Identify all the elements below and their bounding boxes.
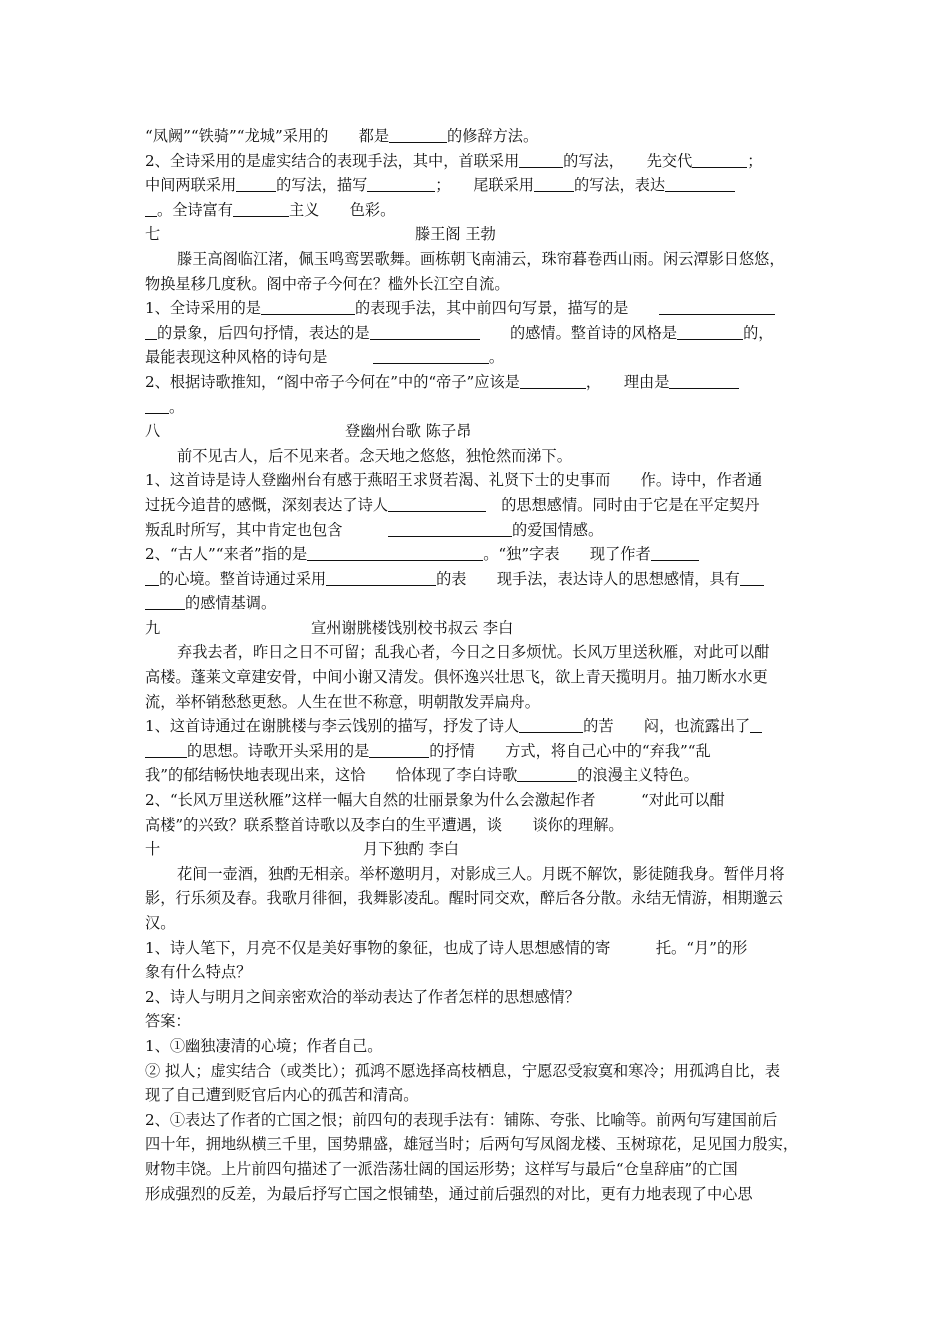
text-line xyxy=(145,247,810,272)
text-line xyxy=(145,813,810,838)
text-run: ； 尾联采用 xyxy=(435,176,534,195)
text-line xyxy=(145,886,810,911)
text-run: 主义 色彩。 xyxy=(288,200,396,219)
text-run: 的修辞方法。 xyxy=(447,127,539,145)
answer-blank xyxy=(145,592,185,610)
text-line xyxy=(145,493,810,518)
text-line xyxy=(145,665,810,690)
text-line xyxy=(145,149,810,174)
text-run: 1、这首诗是诗人登幽州台有感于燕昭王求贤若渴、礼贤下士的史事而 作。诗中，作者通 xyxy=(145,471,763,490)
text-run: 象有什么特点？ xyxy=(145,963,252,982)
text-run: 汉。 xyxy=(145,914,176,932)
poem-heading xyxy=(145,616,810,641)
text-run: 形成强烈的反差，为最后抒写亡国之恨铺垫，通过前后强烈的对比，更有力地表现了中心思 xyxy=(145,1184,753,1203)
text-run: 的思想感情。同时由于它是在平定契丹 xyxy=(486,495,760,514)
text-run: 现了自己遭到贬官后内心的孤苦和清高。 xyxy=(145,1086,419,1105)
text-run: 物换星移几度秋。阁中帝子今何在？槛外长江空自流。 xyxy=(145,274,510,293)
text-run: 的苦 闷，也流露出了 xyxy=(583,717,751,736)
text-run: 1、①幽独凄清的心境；作者自己。 xyxy=(145,1036,383,1055)
poem-number: 七 xyxy=(145,225,161,244)
poem-number: 八 xyxy=(145,422,161,441)
text-run: 2、诗人与明月之间亲密欢洽的举动表达了作者怎样的思想感情？ xyxy=(145,987,580,1006)
answer-blank xyxy=(517,764,577,782)
text-line xyxy=(145,739,810,764)
text-run: 的抒情 方式，将自己心中的“弃我”“乱 xyxy=(429,741,711,760)
text-line xyxy=(145,567,810,592)
text-line xyxy=(145,173,810,198)
text-line xyxy=(145,321,810,346)
text-run: 2、“长风万里送秋雁”这样一幅大自然的壮丽景象为什么会激起作者 “对此可以酣 xyxy=(145,791,725,810)
text-run: 的心境。整首诗通过采用 xyxy=(159,569,327,588)
answer-blank xyxy=(145,322,157,340)
text-line xyxy=(145,640,810,665)
text-run: ； xyxy=(747,151,763,170)
text-run: 1、全诗采用的是 xyxy=(145,299,261,318)
text-line xyxy=(145,1108,810,1133)
answer-blank xyxy=(389,125,447,143)
answer-blank xyxy=(367,174,435,192)
answer-blank xyxy=(534,174,574,192)
text-run: 最能表现这种风格的诗句是 xyxy=(145,348,373,367)
poem-heading xyxy=(145,419,810,444)
text-line xyxy=(145,1083,810,1108)
answer-blank xyxy=(520,371,586,389)
answer-blank xyxy=(669,371,739,389)
answer-blank xyxy=(233,199,289,217)
poem-heading xyxy=(145,837,810,862)
text-line xyxy=(145,542,810,567)
answer-blank xyxy=(692,150,747,168)
text-run: 。“独”字表 现了作者 xyxy=(483,545,651,564)
text-run: 的浪漫主义特色。 xyxy=(577,766,699,785)
text-run: 中间两联采用 xyxy=(145,176,237,195)
poem-number: 十 xyxy=(145,840,161,859)
answer-blank xyxy=(261,297,355,315)
text-run: 的写法， 先交代 xyxy=(563,151,693,170)
poem-title: 登幽州台歌 陈子昂 xyxy=(345,422,472,441)
text-run: 前不见古人，后不见来者。念天地之悠悠，独怆然而涕下。 xyxy=(177,446,572,465)
text-line xyxy=(145,198,810,223)
poem-title: 月下独酌 李白 xyxy=(363,840,459,859)
answer-blank xyxy=(519,150,563,168)
text-line xyxy=(145,296,810,321)
poem-heading xyxy=(145,222,810,247)
answer-blank xyxy=(665,174,735,192)
text-line xyxy=(145,272,810,297)
poem-number: 九 xyxy=(145,618,161,637)
answer-blank xyxy=(651,543,699,561)
text-run: 的表 现手法，表达诗人的思想感情，具有 xyxy=(436,569,740,588)
text-line xyxy=(145,763,810,788)
text-line xyxy=(145,1132,810,1157)
text-run: 2、“古人”“来者”指的是 xyxy=(145,545,308,564)
answer-blank xyxy=(388,494,486,512)
answer-blank xyxy=(373,346,489,364)
answer-blank xyxy=(307,543,483,561)
text-line xyxy=(145,862,810,887)
answer-blank xyxy=(326,568,436,586)
text-line xyxy=(145,1059,810,1084)
text-run: 的， xyxy=(743,323,774,342)
answer-blank xyxy=(145,199,157,217)
text-run: 四十年，拥地纵横三千里，国势鼎盛，雄冠当时；后两句写凤阁龙楼、玉树琼花，足见国力殷实， xyxy=(145,1135,799,1154)
text-run: 我”的郁结畅快地表现出来，这恰 恰体现了李白诗歌 xyxy=(145,766,518,785)
text-line xyxy=(145,1182,810,1207)
answer-blank xyxy=(369,740,429,758)
text-line xyxy=(145,518,810,543)
text-line xyxy=(145,714,810,739)
text-run: 的景象，后四句抒情，表达的是 xyxy=(157,323,370,342)
answer-blank xyxy=(370,322,480,340)
answer-blank xyxy=(750,715,762,733)
text-line xyxy=(145,444,810,469)
answer-blank xyxy=(519,715,583,733)
text-line xyxy=(145,124,810,149)
text-run: 高楼”的兴致？联系整首诗歌以及李白的生平遭遇，谈 谈你的理解。 xyxy=(145,815,624,834)
text-run: 。 xyxy=(169,397,185,416)
document-page xyxy=(145,124,810,1206)
text-run: 1、诗人笔下，月亮不仅是美好事物的象征，也成了诗人思想感情的寄 托。“月”的形 xyxy=(145,938,748,957)
text-run: 流，举杯销愁愁更愁。人生在世不称意，明朝散发弄扁舟。 xyxy=(145,692,540,711)
text-line xyxy=(145,1034,810,1059)
text-run: 的写法，表达 xyxy=(573,176,666,195)
text-run: 的感情。整首诗的风格是 xyxy=(479,323,678,342)
answer-blank xyxy=(145,740,187,758)
text-run: 高楼。蓬莱文章建安骨，中间小谢又清发。俱怀逸兴壮思飞，欲上青天揽明月。抽刀断水水更 xyxy=(145,668,768,687)
poem-title: 宣州谢朓楼饯别校书叔云 李白 xyxy=(311,618,514,637)
text-run: 的爱国情感。 xyxy=(512,520,604,539)
text-line xyxy=(145,960,810,985)
text-run: “凤阙”“铁骑”“龙城”采用的 都是 xyxy=(145,127,390,145)
text-run: 1、这首诗通过在谢朓楼与李云饯别的描写，抒发了诗人 xyxy=(145,717,520,736)
text-line xyxy=(145,788,810,813)
text-line xyxy=(145,985,810,1010)
answer-blank xyxy=(236,174,276,192)
text-run: 答案： xyxy=(145,1012,191,1031)
text-run: 的写法，描写 xyxy=(276,176,368,195)
text-run: 2、全诗采用的是虚实结合的表现手法，其中，首联采用 xyxy=(145,151,520,170)
text-line xyxy=(145,690,810,715)
poem-title: 滕王阁 王勃 xyxy=(415,225,496,244)
text-run: 的感情基调。 xyxy=(185,594,277,613)
text-line xyxy=(145,468,810,493)
text-run: 财物丰饶。上片前四句描述了一派浩荡壮阔的国运形势；这样写与最后“仓皇辞庙”的亡国 xyxy=(145,1159,738,1178)
text-run: 过抚今追昔的感慨，深刻表达了诗人 xyxy=(145,495,388,514)
text-line xyxy=(145,911,810,936)
text-run: ② 拟人；虚实结合（或类比）；孤鸿不愿选择高枝栖息，宁愿忍受寂寞和寒冷；用孤鸿自比，表 xyxy=(145,1061,781,1080)
text-line xyxy=(145,345,810,370)
text-run: 。全诗富有 xyxy=(157,200,233,219)
text-run: ， 理由是 xyxy=(585,372,670,391)
text-run: 叛乱时所写，其中肯定也包含 xyxy=(145,520,388,539)
answer-blank xyxy=(659,297,775,315)
text-run: 滕王高阁临江渚，佩玉鸣鸾罢歌舞。画栋朝飞南浦云，珠帘暮卷西山雨。闲云潭影日悠悠， xyxy=(177,249,785,268)
text-line xyxy=(145,395,810,420)
text-line xyxy=(145,591,810,616)
answer-blank xyxy=(677,322,743,340)
text-run: 的表现手法，其中前四句写景，描写的是 xyxy=(354,299,659,318)
answer-blank xyxy=(145,396,169,414)
text-run: 花间一壶酒，独酌无相亲。举杯邀明月，对影成三人。月既不解饮，影徒随我身。暂伴月将 xyxy=(177,864,785,883)
text-run: 影，行乐须及春。我歌月徘徊，我舞影凌乱。醒时同交欢，醉后各分散。永结无情游，相期邈云 xyxy=(145,889,783,908)
text-run: 的思想。诗歌开头采用的是 xyxy=(187,741,370,760)
answer-blank xyxy=(740,568,764,586)
answer-blank xyxy=(388,519,512,537)
answer-blank xyxy=(145,568,159,586)
text-line xyxy=(145,370,810,395)
text-line xyxy=(145,936,810,961)
text-run: 。 xyxy=(488,348,504,367)
text-line xyxy=(145,1157,810,1182)
text-run: 2、根据诗歌推知，“阁中帝子今何在”中的“帝子”应该是 xyxy=(145,372,520,391)
text-run: 2、①表达了作者的亡国之恨；前四句的表现手法有：铺陈、夸张、比喻等。前两句写建国前后 xyxy=(145,1110,778,1129)
text-line xyxy=(145,1009,810,1034)
text-run: 弃我去者，昨日之日不可留；乱我心者，今日之日多烦忧。长风万里送秋雁，对此可以酣 xyxy=(177,643,770,662)
